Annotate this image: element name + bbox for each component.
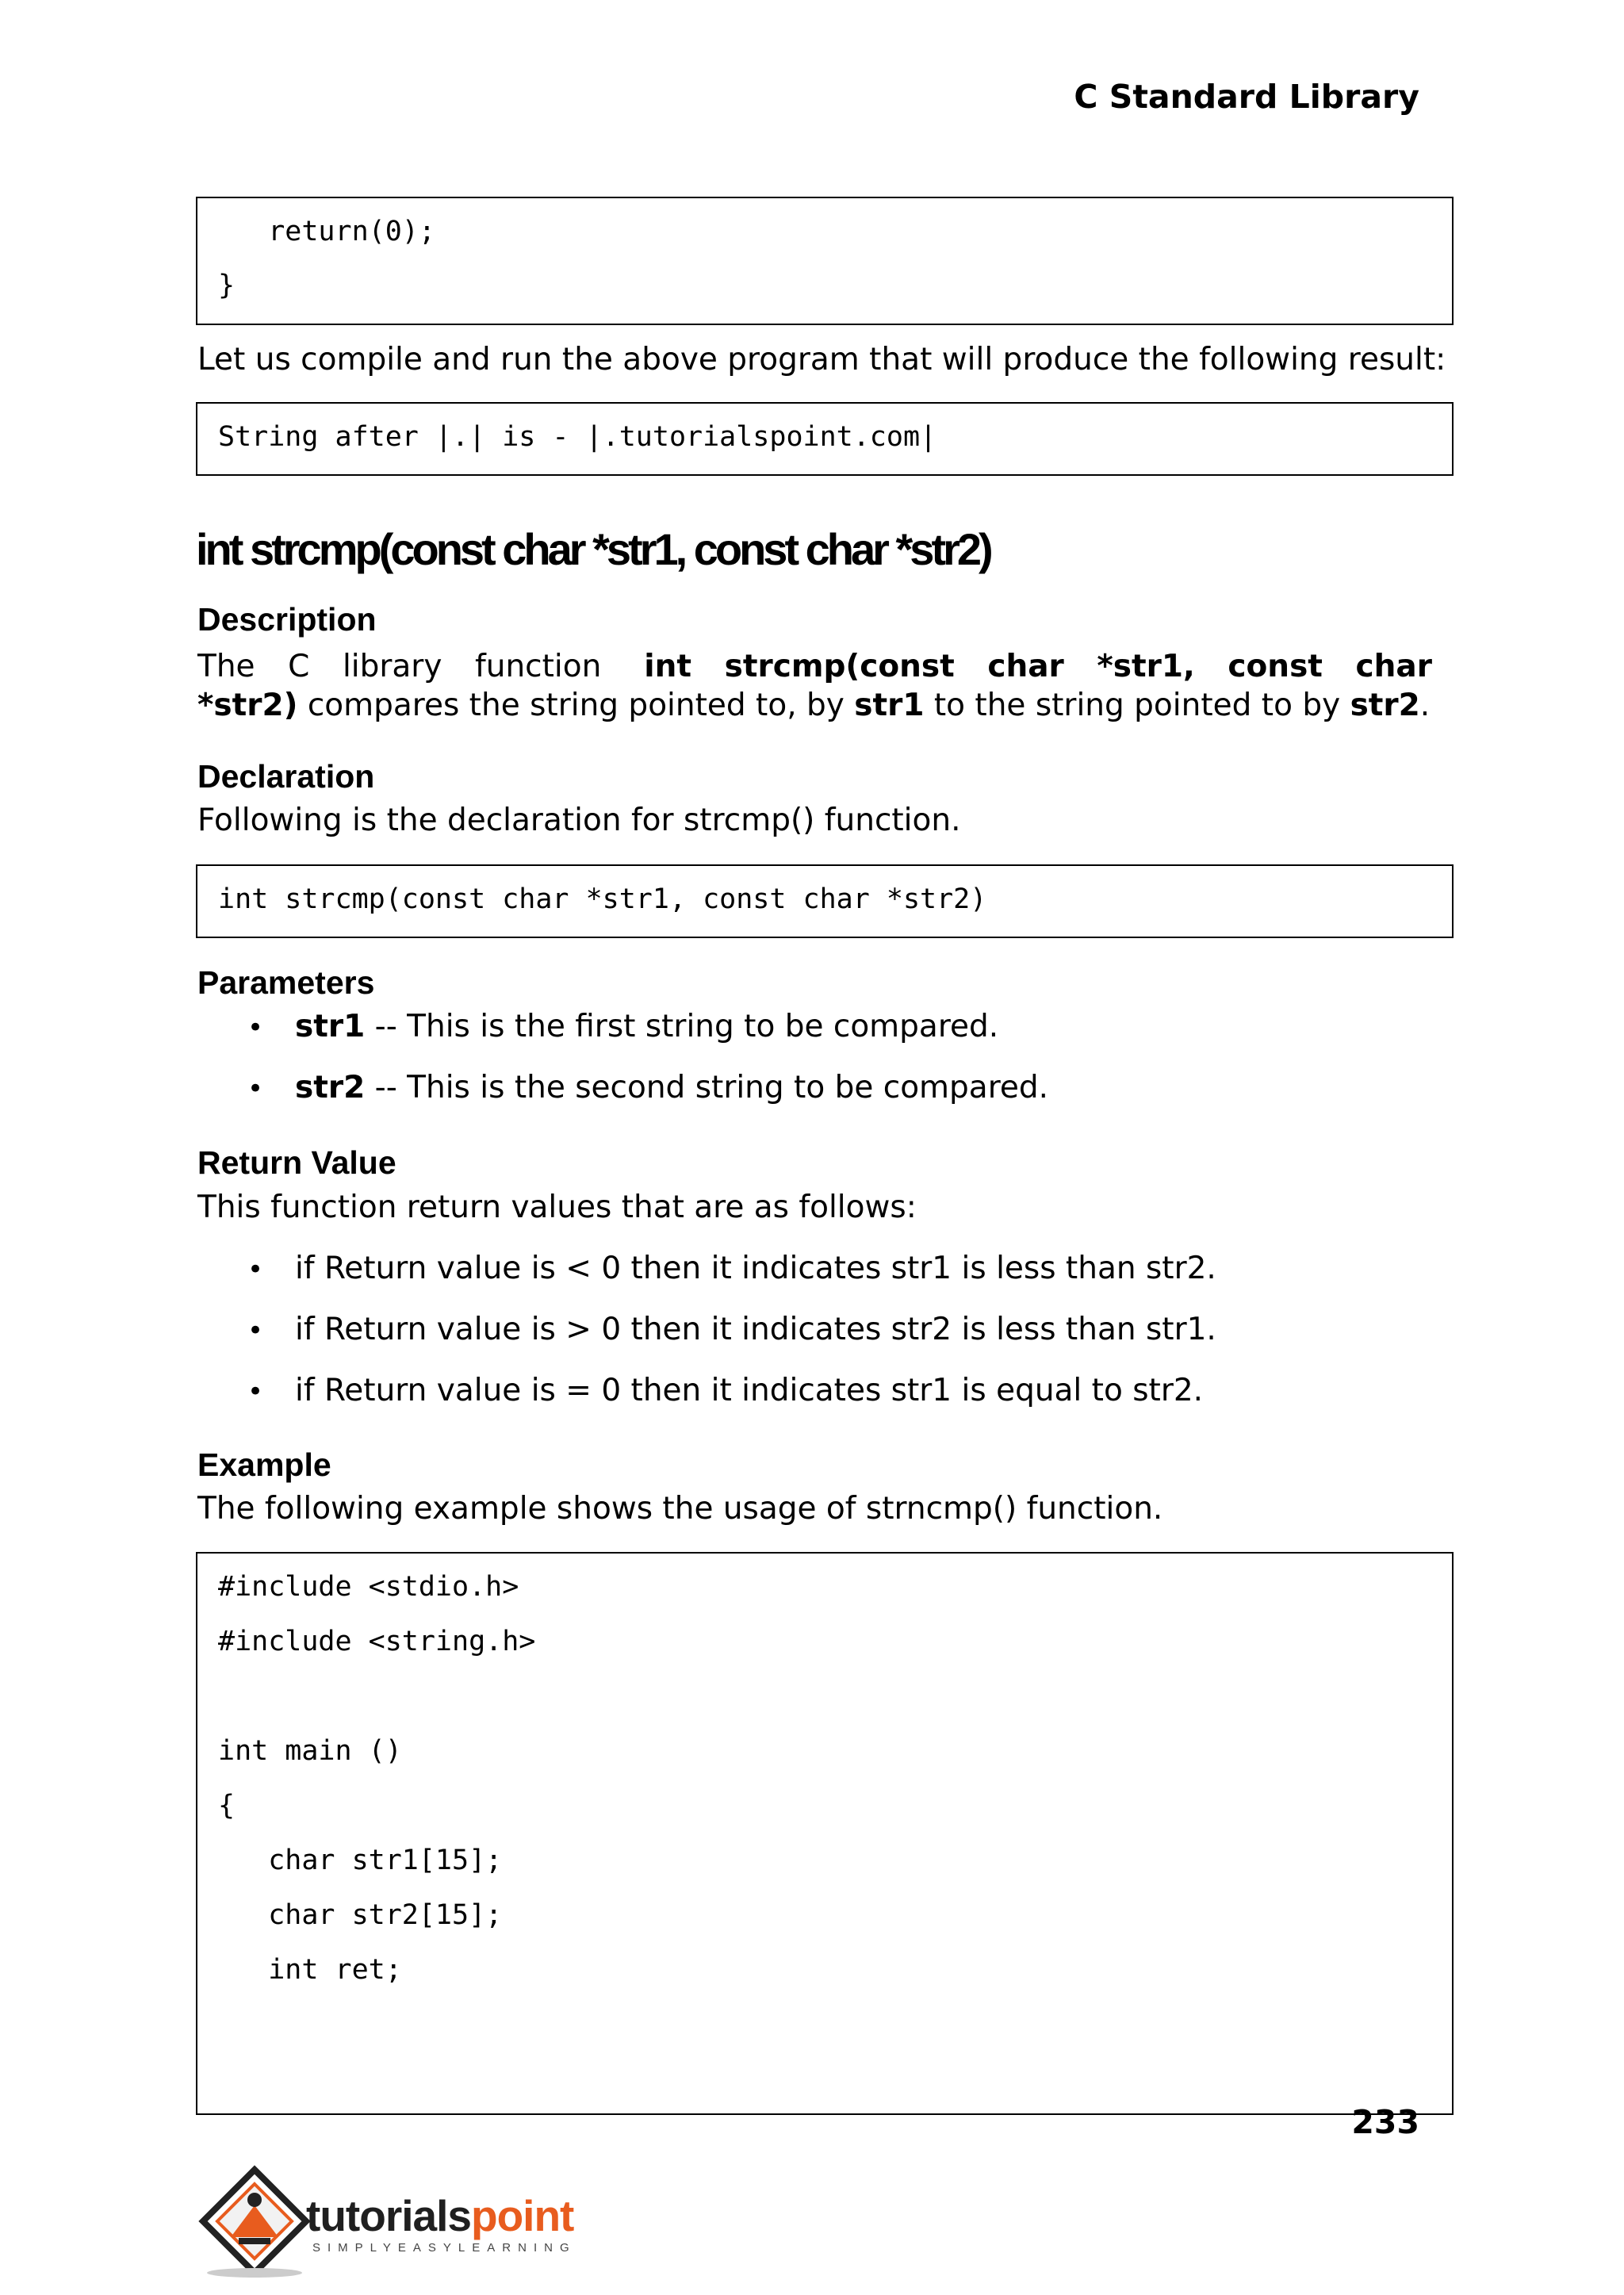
text-bold: *str2) [197,688,298,723]
code-line: int ret; [218,1954,402,1986]
description-heading: Description [197,601,377,638]
code-line: return(0); [218,216,435,247]
code-line: #include <string.h> [218,1626,536,1657]
word: const [1228,649,1323,684]
word: function [475,649,611,684]
code-line: } [218,270,236,301]
text-bold: str2 [1350,688,1420,723]
word: library [342,649,442,684]
param-desc: -- This is the first string to be compared. [365,1009,999,1044]
bullet-icon: • [247,1012,264,1044]
description-line-1 [197,649,1432,684]
tutorialspoint-logo [195,2162,576,2281]
logo-word-2: point [470,2191,574,2240]
logo-wordmark [306,2190,573,2241]
code-block-top [196,197,1454,325]
parameter-item [295,1070,1048,1105]
output-line: String after |.| is - |.tutorialspoint.com| [218,421,937,453]
declaration-heading: Declaration [197,758,375,795]
code-line: int strcmp(const char *str1, const char *str2) [218,883,987,915]
declaration-code-block [196,864,1454,938]
code-line: int main () [218,1735,402,1767]
word: char [987,649,1064,684]
param-name: str2 [295,1070,366,1105]
word: C [288,649,310,684]
logo-word-1: tutorials [306,2191,471,2240]
param-name: str1 [295,1009,366,1044]
return-item: if Return value is < 0 then it indicates str1 is less than str2. [295,1251,1216,1286]
bullet-icon: • [247,1315,264,1347]
text: . [1419,688,1431,723]
running-header: C Standard Library [1074,78,1419,116]
bullet-icon: • [247,1376,264,1408]
parameters-heading: Parameters [197,964,375,1001]
example-code-block [196,1552,1454,2115]
logo-tagline: SIMPLYEASYLEARNING [312,2241,576,2255]
section-title: int strcmp(const char *str1, const char *str2) [196,524,990,574]
output-block [196,402,1454,476]
logo-emblem-icon [195,2162,314,2281]
word: The [197,649,255,684]
word: char [1355,649,1432,684]
declaration-text: Following is the declaration for strcmp() function. [197,803,961,838]
word: strcmp(const [724,649,955,684]
word: int [644,649,692,684]
example-text: The following example shows the usage of strncmp() function. [197,1491,1163,1527]
return-value-text: This function return values that are as follows: [197,1190,917,1225]
intro-text: Let us compile and run the above program that will produce the following result: [197,342,1446,377]
word: *str1, [1097,649,1195,684]
param-desc: -- This is the second string to be compared. [365,1070,1049,1105]
bullet-icon: • [247,1073,264,1105]
description-line-2 [197,688,1430,723]
return-value-heading: Return Value [197,1144,396,1181]
example-heading: Example [197,1446,331,1483]
return-item: if Return value is = 0 then it indicates str1 is equal to str2. [295,1373,1204,1408]
code-line: { [218,1790,236,1822]
text-bold: str1 [854,688,925,723]
code-line: #include <stdio.h> [218,1571,519,1603]
text: compares the string pointed to, by [297,688,855,723]
parameter-item [295,1009,998,1044]
bullet-icon: • [247,1254,264,1285]
page-number: 233 [1351,2103,1419,2141]
return-item: if Return value is > 0 then it indicates str2 is less than str1. [295,1312,1216,1347]
text: to the string pointed to by [924,688,1350,723]
code-line: char str1[15]; [218,1845,503,1876]
code-line: char str2[15]; [218,1899,503,1931]
